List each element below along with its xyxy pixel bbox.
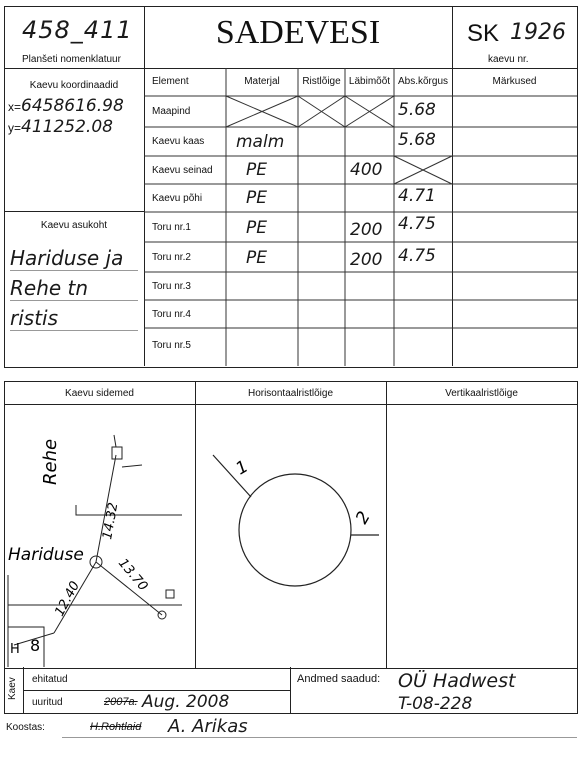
section-title-connections: Kaevu sidemed — [65, 388, 134, 399]
row-element-label: Toru nr.2 — [152, 252, 191, 263]
well-number: 1926 — [510, 20, 566, 45]
row-element-label: Kaevu seinad — [152, 165, 213, 176]
coord-y-prefix: y= — [8, 121, 22, 135]
row-abs-height: 5.68 — [398, 100, 436, 120]
row-abs-height: 5.68 — [398, 130, 436, 150]
row-element-label: Toru nr.4 — [152, 309, 191, 320]
sketch-house: H — [10, 642, 20, 657]
row-diameter: 400 — [350, 160, 383, 180]
well-prefix: SK — [467, 20, 500, 47]
col-header-diameter: Läbimõõt — [348, 76, 391, 87]
source-line1: OÜ Hadwest — [398, 670, 516, 692]
col-header-cross-section: Ristlõige — [302, 76, 341, 87]
row-element-label: Kaevu põhi — [152, 193, 203, 204]
row-abs-height: 4.75 — [398, 246, 436, 266]
source-label: Andmed saadud: — [297, 673, 381, 685]
author-original: H.Rohtlaid — [90, 721, 142, 733]
divider — [386, 381, 387, 668]
well-label: kaevu nr. — [488, 54, 529, 65]
element-table-grid — [0, 0, 584, 370]
author-signature: A. Arikas — [168, 716, 248, 737]
coords-label: Kaevu koordinaadid — [29, 80, 119, 91]
coord-y-value: 411252.08 — [21, 117, 113, 137]
sheet-label: Planšeti nomenklatuur — [22, 54, 121, 65]
col-header-material: Materjal — [244, 76, 280, 87]
horizontal-section-sketch — [195, 405, 386, 667]
sketch-street-hariduse: Hariduse — [8, 545, 84, 565]
location-line2: Rehe tn — [10, 276, 138, 301]
col-header-abs-height: Abs.kõrgus — [397, 76, 449, 87]
pipe-label-1: 1 — [232, 456, 252, 480]
row-element-label: Toru nr.1 — [152, 222, 191, 233]
divider — [23, 690, 291, 691]
surveyed-value-old: 2007a. — [104, 696, 138, 708]
row-diameter: 200 — [350, 250, 383, 270]
sheet-number: 458_411 — [22, 16, 133, 44]
coord-x-prefix: x= — [8, 100, 22, 114]
col-header-notes: Märkused — [492, 76, 537, 87]
row-diameter: 200 — [350, 220, 383, 240]
sketch-dim-b: 13.70 — [114, 555, 151, 595]
row-element-label: Toru nr.3 — [152, 281, 191, 292]
location-label: Kaevu asukoht — [40, 220, 108, 231]
row-abs-height: 4.75 — [398, 214, 436, 234]
author-label: Koostas: — [6, 722, 45, 733]
sketch-house-number: 8 — [30, 636, 41, 655]
coord-x-value: 6458616.98 — [21, 96, 124, 116]
built-label: ehitatud — [32, 674, 68, 685]
source-line2: T-08-228 — [398, 694, 473, 714]
col-header-element: Element — [152, 76, 189, 87]
row-element-label: Toru nr.5 — [152, 340, 191, 351]
row-element-label: Maapind — [152, 106, 191, 117]
surveyed-label: uuritud — [32, 697, 63, 708]
connections-sketch — [4, 405, 195, 667]
side-label-well: Kaev — [7, 677, 18, 700]
page-title: SADEVESI — [215, 14, 381, 51]
section-title-vertical: Vertikaalristlõige — [445, 388, 518, 399]
row-material: PE — [246, 218, 267, 238]
location-line1: Hariduse ja — [10, 246, 138, 271]
sketch-dim-c: 12.40 — [52, 578, 84, 619]
row-material: PE — [246, 160, 267, 180]
author-underline — [62, 737, 577, 738]
pipe-label-2: 2 — [352, 508, 375, 528]
row-material: PE — [246, 248, 267, 268]
sketch-street-rehe: Rehe — [40, 438, 61, 485]
row-material: PE — [246, 188, 267, 208]
row-material: malm — [236, 132, 285, 152]
row-element-label: Kaevu kaas — [152, 136, 205, 147]
row-abs-height: 4.71 — [398, 186, 436, 206]
location-line3: ristis — [10, 306, 138, 331]
surveyed-value: Aug. 2008 — [142, 692, 230, 712]
sketch-dim-a: 14.32 — [100, 501, 122, 541]
section-title-horizontal: Horisontaalristlõige — [247, 388, 334, 399]
